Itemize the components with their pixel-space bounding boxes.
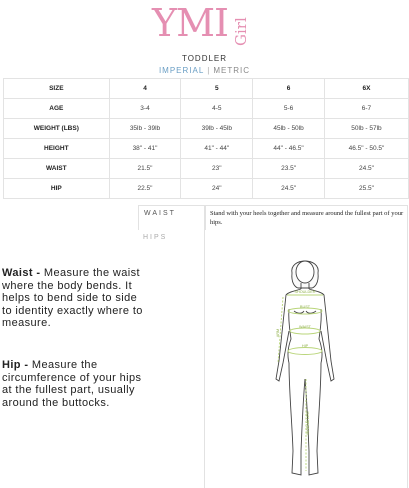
hip-label: HIP [301,344,309,348]
brand-logo-main: YMI [152,1,229,45]
table-cell: 39lb - 45lb [181,119,253,139]
table-row [4,99,409,119]
table-row [4,119,409,139]
hip-description-title: Hip - [2,359,29,371]
table-cell: 23.5" [253,159,325,179]
column-header: 6X [324,79,408,99]
arm-label: ARM [276,328,280,338]
waist-description-text: Measure the waist where the body bends. It helps to bend side to side to identity exactly where to measure. [2,267,143,329]
shoulder-label: SHOULDER [294,290,316,294]
table-cell: 22.5" [109,179,181,199]
table-row [4,139,409,159]
hip-description [2,359,147,409]
unit-separator: | [207,66,211,75]
bust-label: BUST [299,305,311,309]
row-header: WAIST [4,159,110,179]
column-header: 5 [181,79,253,99]
metric-unit-option[interactable]: METRIC [213,66,251,75]
page-title: TODDLER [181,54,228,63]
measure-lines [278,295,323,471]
table-cell: 23" [181,159,253,179]
column-header: SIZE [4,79,110,99]
table-cell: 3-4 [109,99,181,119]
unit-toggle [0,66,409,75]
table-cell: 38" - 41" [109,139,181,159]
tab-waist[interactable] [138,205,206,230]
tab-hips-label: HIPS [143,234,168,241]
table-row [4,179,409,199]
table-cell: 41" - 44" [181,139,253,159]
table-cell: 45lb - 50lb [253,119,325,139]
table-cell: 25.5" [324,179,408,199]
table-cell: 24.5" [253,179,325,199]
measurement-instruction: Stand with your heels together and measure around the fullest part of your hips. [210,210,404,226]
table-cell: 35lb - 39lb [109,119,181,139]
brand-logo-sub: Girl [232,17,250,46]
table-cell: 44" - 46.5" [253,139,325,159]
size-chart-table [3,78,409,199]
brand-logo[interactable] [152,2,262,50]
table-row [4,159,409,179]
imperial-unit-option[interactable]: IMPERIAL [158,66,205,75]
table-cell: 50lb - 57lb [324,119,408,139]
table-cell: 24" [181,179,253,199]
table-cell: 6-7 [324,99,408,119]
column-header: 4 [109,79,181,99]
table-cell: 5-6 [253,99,325,119]
row-header: HIP [4,179,110,199]
waist-description-title: Waist - [2,267,41,279]
row-header: WEIGHT (LBS) [4,119,110,139]
table-header-row [4,79,409,99]
table-cell: 4-5 [181,99,253,119]
tab-hips[interactable] [138,230,204,250]
row-header: AGE [4,99,110,119]
table-cell: 46.5" - 50.5" [324,139,408,159]
measurement-panel [204,205,408,488]
column-header: 6 [253,79,325,99]
inseam-label: INSEAM LEG [306,411,310,435]
table-cell: 24.5" [324,159,408,179]
table-cell: 21.5" [109,159,181,179]
body-measurement-figure [265,251,345,487]
row-header: HEIGHT [4,139,110,159]
hip-description-text: Measure the circumference of your hips at the fullest part, usually around the buttocks. [2,359,142,409]
tab-waist-label: WAIST [144,210,176,217]
waist-label: WAIST [299,325,311,329]
waist-description [2,267,147,330]
